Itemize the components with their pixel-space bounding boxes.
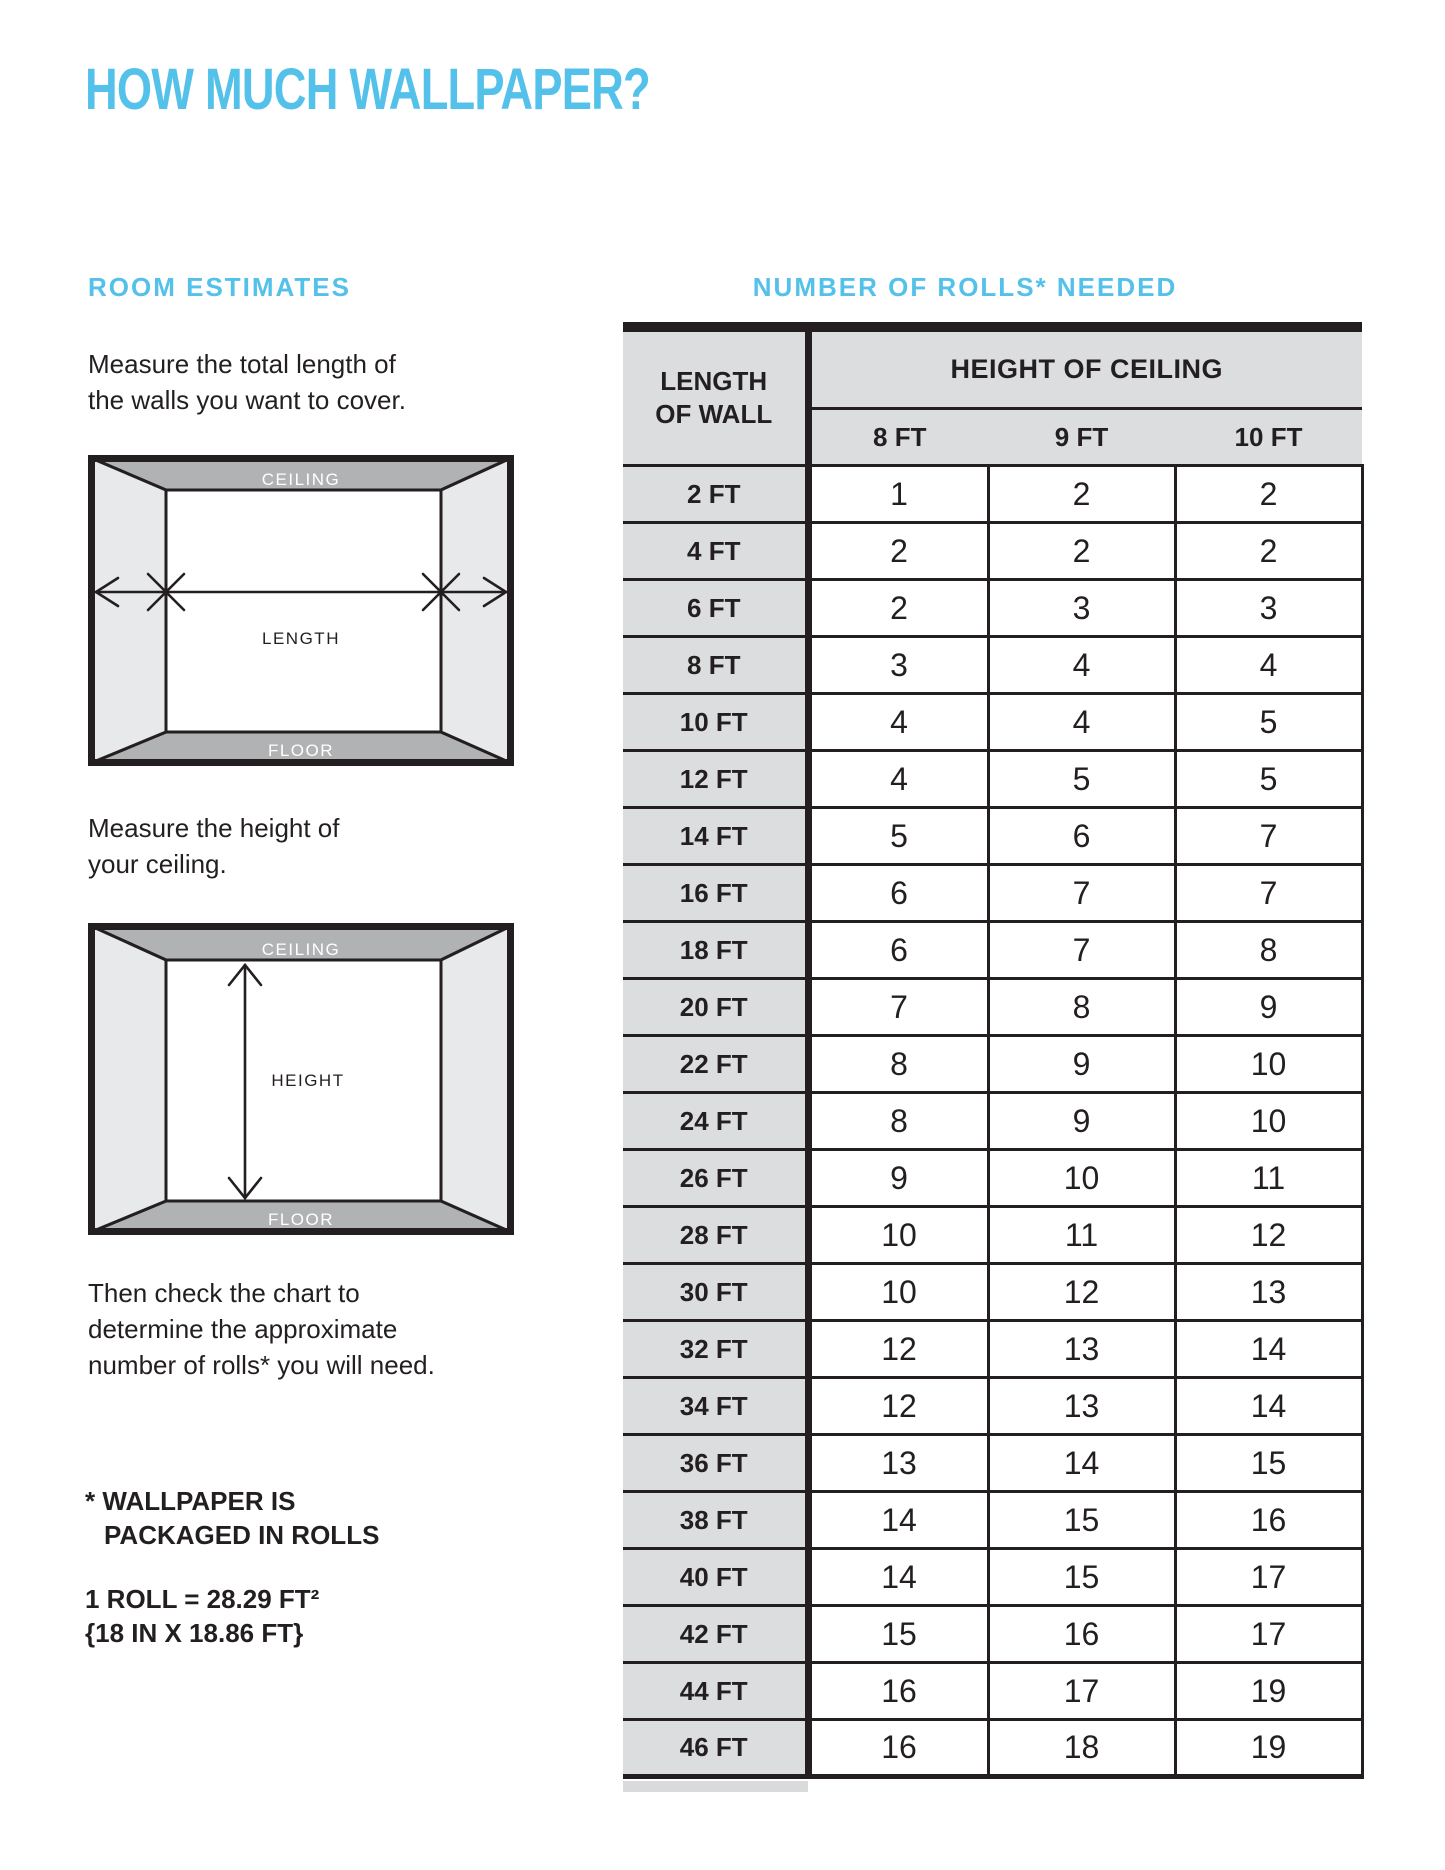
roll-count-cell: 4 [988,694,1175,751]
footnote-line: * WALLPAPER IS [85,1486,296,1516]
table-row [623,808,1362,865]
roll-count-cell: 9 [1175,979,1362,1036]
roll-count-cell: 15 [1175,1435,1362,1492]
table-row [623,523,1362,580]
wall-length-label: 46 FT [623,1720,808,1777]
roll-count-cell: 2 [808,523,988,580]
table-row [623,1549,1362,1606]
table-row [623,1150,1362,1207]
roll-count-cell: 13 [808,1435,988,1492]
roll-count-cell: 9 [988,1093,1175,1150]
roll-dimensions-line: {18 IN X 18.86 FT} [85,1618,304,1648]
table-row [623,865,1362,922]
table-row [623,751,1362,808]
roll-count-cell: 13 [988,1321,1175,1378]
roll-count-cell: 1 [808,466,988,523]
roll-count-cell: 7 [988,922,1175,979]
roll-count-cell: 19 [1175,1663,1362,1720]
measure-length-paragraph [88,346,406,418]
table-row [623,580,1362,637]
roll-count-cell: 10 [1175,1093,1362,1150]
roll-count-cell: 4 [808,751,988,808]
table-row [623,1093,1362,1150]
roll-count-cell: 4 [808,694,988,751]
roll-area-line: 1 ROLL = 28.29 FT² [85,1584,320,1614]
wall-length-label: 16 FT [623,865,808,922]
paragraph-line: Measure the total length of [88,349,396,379]
column-header-8ft: 8 FT [808,409,988,466]
column-header-9ft: 9 FT [988,409,1175,466]
roll-count-cell: 8 [808,1093,988,1150]
roll-count-cell: 5 [1175,694,1362,751]
room-estimates-heading: ROOM ESTIMATES [88,272,351,302]
rolls-needed-heading: NUMBER OF ROLLS* NEEDED [752,272,1178,302]
wall-length-label: 18 FT [623,922,808,979]
length-dimension-label: LENGTH [262,629,340,648]
wall-length-label: 6 FT [623,580,808,637]
roll-count-cell: 15 [988,1549,1175,1606]
length-of-wall-header [623,332,808,466]
roll-count-cell: 4 [988,637,1175,694]
table-row [623,1378,1362,1435]
wall-length-label: 38 FT [623,1492,808,1549]
roll-count-cell: 11 [1175,1150,1362,1207]
roll-count-cell: 11 [988,1207,1175,1264]
wall-length-label: 4 FT [623,523,808,580]
floor-label: FLOOR [267,1210,335,1229]
roll-count-cell: 7 [1175,808,1362,865]
roll-count-cell: 8 [808,1036,988,1093]
ceiling-label: CEILING [261,940,341,959]
page-title: HOW MUCH WALLPAPER? [85,57,650,122]
roll-count-cell: 4 [1175,637,1362,694]
roll-count-cell: 7 [988,865,1175,922]
wall-length-label: 24 FT [623,1093,808,1150]
roll-count-cell: 10 [988,1150,1175,1207]
roll-count-cell: 16 [808,1663,988,1720]
roll-count-cell: 16 [808,1720,988,1777]
table-row [623,1207,1362,1264]
roll-count-cell: 2 [808,580,988,637]
room-height-diagram [88,923,514,1235]
wall-length-label: 14 FT [623,808,808,865]
wall-length-label: 26 FT [623,1150,808,1207]
roll-count-cell: 6 [808,922,988,979]
header-line: OF WALL [655,399,773,429]
wall-length-label: 10 FT [623,694,808,751]
table-row [623,1321,1362,1378]
table-row [623,694,1362,751]
roll-count-cell: 5 [988,751,1175,808]
roll-count-cell: 7 [1175,865,1362,922]
column-header-10ft: 10 FT [1175,409,1362,466]
table-row [623,1264,1362,1321]
paragraph-line: number of rolls* you will need. [88,1350,435,1380]
footnote-line: PACKAGED IN ROLLS [104,1520,380,1550]
back-wall-surface [166,490,441,732]
right-wall-surface [441,926,511,1232]
roll-count-cell: 15 [808,1606,988,1663]
roll-count-cell: 12 [808,1378,988,1435]
roll-count-cell: 15 [988,1492,1175,1549]
wall-length-label: 44 FT [623,1663,808,1720]
roll-count-cell: 16 [1175,1492,1362,1549]
floor-label: FLOOR [267,741,335,760]
table-row [623,1435,1362,1492]
rolls-needed-table [623,332,1364,1779]
height-dimension-label: HEIGHT [271,1071,345,1090]
roll-count-cell: 5 [808,808,988,865]
roll-size-info [85,1582,319,1650]
roll-count-cell: 16 [988,1606,1175,1663]
height-of-ceiling-header: HEIGHT OF CEILING [808,332,1362,409]
roll-count-cell: 9 [808,1150,988,1207]
roll-count-cell: 3 [808,637,988,694]
wall-length-label: 8 FT [623,637,808,694]
wall-length-label: 32 FT [623,1321,808,1378]
roll-count-cell: 14 [1175,1378,1362,1435]
roll-count-cell: 3 [1175,580,1362,637]
roll-count-cell: 6 [808,865,988,922]
table-row [623,466,1362,523]
table-header-row [623,332,1362,409]
paragraph-line: the walls you want to cover. [88,385,406,415]
right-wall-surface [441,458,511,763]
rolls-footnote [85,1484,379,1552]
paragraph-line: Then check the chart to [88,1278,360,1308]
table-row [623,637,1362,694]
roll-count-cell: 9 [988,1036,1175,1093]
roll-count-cell: 12 [988,1264,1175,1321]
roll-count-cell: 3 [988,580,1175,637]
ceiling-label: CEILING [261,470,341,489]
roll-count-cell: 2 [988,523,1175,580]
left-wall-surface [91,926,166,1232]
table-row [623,1720,1362,1777]
roll-count-cell: 12 [1175,1207,1362,1264]
left-wall-surface [91,458,166,763]
wall-length-label: 20 FT [623,979,808,1036]
roll-count-cell: 13 [1175,1264,1362,1321]
roll-count-cell: 17 [1175,1549,1362,1606]
roll-count-cell: 10 [808,1264,988,1321]
paragraph-line: determine the approximate [88,1314,398,1344]
roll-count-cell: 17 [988,1663,1175,1720]
table-row [623,922,1362,979]
roll-count-cell: 8 [988,979,1175,1036]
roll-count-cell: 18 [988,1720,1175,1777]
roll-count-cell: 14 [1175,1321,1362,1378]
roll-count-cell: 10 [808,1207,988,1264]
roll-count-cell: 14 [808,1549,988,1606]
table-row [623,979,1362,1036]
wall-length-label: 12 FT [623,751,808,808]
table-row [623,1492,1362,1549]
paragraph-line: Measure the height of [88,813,340,843]
roll-count-cell: 19 [1175,1720,1362,1777]
table-row [623,1606,1362,1663]
roll-count-cell: 2 [988,466,1175,523]
wall-length-label: 34 FT [623,1378,808,1435]
roll-count-cell: 17 [1175,1606,1362,1663]
roll-count-cell: 14 [988,1435,1175,1492]
wall-length-label: 2 FT [623,466,808,523]
table-top-rule [623,322,1362,332]
wall-length-label: 42 FT [623,1606,808,1663]
roll-count-cell: 8 [1175,922,1362,979]
roll-count-cell: 13 [988,1378,1175,1435]
wall-length-label: 40 FT [623,1549,808,1606]
table-row [623,1663,1362,1720]
roll-count-cell: 6 [988,808,1175,865]
wall-length-label: 22 FT [623,1036,808,1093]
roll-count-cell: 5 [1175,751,1362,808]
wall-length-label: 36 FT [623,1435,808,1492]
table-row [623,1036,1362,1093]
roll-count-cell: 10 [1175,1036,1362,1093]
room-length-diagram [88,455,514,766]
measure-height-paragraph [88,810,340,882]
check-chart-paragraph [88,1275,435,1383]
roll-count-cell: 2 [1175,466,1362,523]
paragraph-line: your ceiling. [88,849,227,879]
roll-count-cell: 7 [808,979,988,1036]
roll-count-cell: 14 [808,1492,988,1549]
header-line: LENGTH [660,366,768,396]
roll-count-cell: 12 [808,1321,988,1378]
wall-length-label: 28 FT [623,1207,808,1264]
roll-count-cell: 2 [1175,523,1362,580]
table-bottom-stub [623,1781,808,1792]
wall-length-label: 30 FT [623,1264,808,1321]
